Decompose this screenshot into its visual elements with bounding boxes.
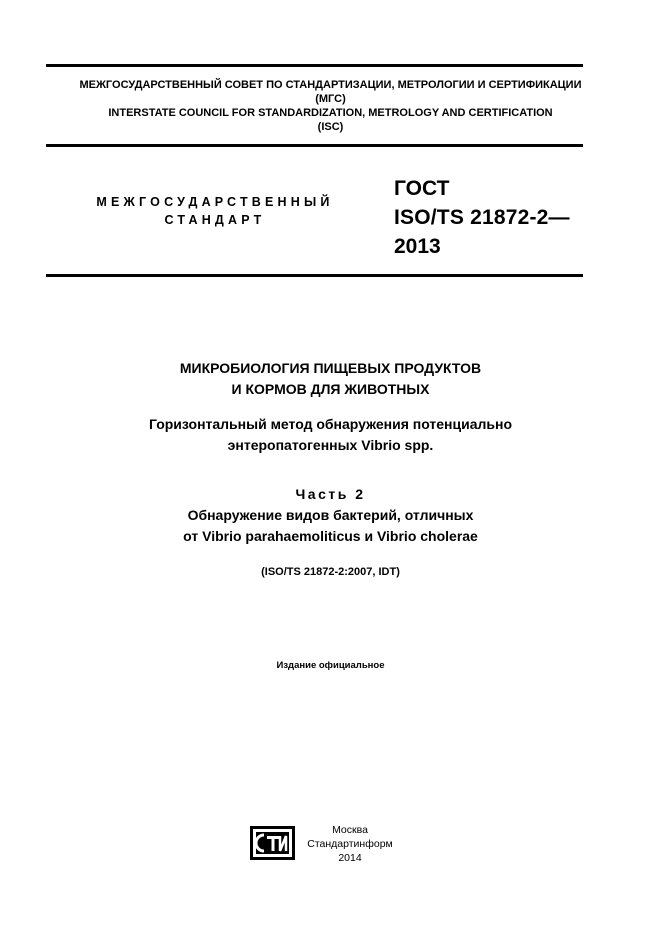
standard-number: ISO/TS 21872-2— [394, 206, 570, 229]
publisher-name: Стандартинформ [307, 838, 393, 850]
edition-note: Издание официальное [276, 660, 385, 671]
main-title [0, 358, 661, 400]
standard-year: 2013 [394, 235, 441, 258]
part-title-line1: Обнаружение видов бактерий, отличных [187, 507, 474, 523]
standard-type [70, 193, 360, 229]
publisher-city: Москва [332, 824, 368, 836]
publisher-year: 2014 [338, 852, 362, 864]
subtitle-line1: Горизонтальный метод обнаружения потенциально [148, 416, 513, 432]
main-title-line1: МИКРОБИОЛОГИЯ ПИЩЕВЫХ ПРОДУКТОВ [179, 360, 482, 376]
standard-type-line1: МЕЖГОСУДАРСТВЕННЫЙ [96, 195, 334, 209]
subtitle [0, 414, 661, 456]
council-en-abbr: (ISC) [317, 121, 344, 133]
subtitle-line2: энтеропатогенных Vibrio spp. [227, 437, 434, 453]
main-title-line2: И КОРМОВ ДЛЯ ЖИВОТНЫХ [231, 381, 430, 397]
idt-reference: (ISO/TS 21872-2:2007, IDT) [261, 566, 400, 578]
publisher-block [300, 823, 400, 865]
council-ru: МЕЖГОСУДАРСТВЕННЫЙ СОВЕТ ПО СТАНДАРТИЗАЦИИ, МЕТРОЛОГИИ И СЕРТИФИКАЦИИ [79, 79, 582, 91]
council-en: INTERSTATE COUNCIL FOR STANDARDIZATION, METROLOGY AND CERTIFICATION [108, 107, 553, 119]
header-rule [46, 144, 583, 147]
part-block [0, 484, 661, 547]
council-header [0, 78, 661, 134]
standartinform-logo [250, 826, 295, 860]
part-label: Часть 2 [295, 486, 366, 502]
designation-rule [46, 274, 583, 277]
standard-type-line2: СТАНДАРТ [164, 213, 266, 227]
council-ru-abbr: (МГС) [315, 93, 346, 105]
part-title-line2: от Vibrio parahaemoliticus и Vibrio cholerae [183, 528, 478, 544]
top-rule [46, 64, 583, 67]
standard-code: ГОСТ [394, 177, 450, 200]
standard-designation [394, 174, 570, 261]
